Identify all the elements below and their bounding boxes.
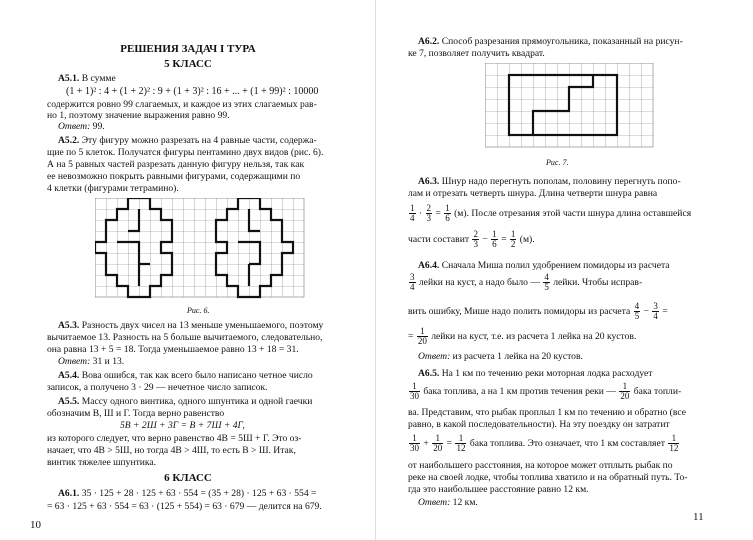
a55-formula: 5В + 2Ш + 3Г = В + 7Ш + 4Г, — [120, 420, 245, 431]
fraction: $\frac{1}{6}$ — [492, 229, 497, 250]
a55-line2: обозначим В, Ш и Г. Тогда верно равенство — [47, 408, 225, 419]
fraction: $\frac{3}{4}$ — [410, 272, 415, 293]
a64-text1: Сначала Миша полил удобрением помидоры из расчета — [439, 260, 670, 271]
left-page — [0, 0, 376, 540]
a65-line8: гда это наибольшее расстояние равно 12 км. — [408, 484, 589, 495]
a54-label: А5.4. — [58, 370, 80, 381]
a63-line1 — [418, 176, 681, 188]
a52-line1 — [58, 135, 317, 147]
a65-label: А6.5. — [418, 368, 440, 379]
figure-6-pentomino-grid — [95, 198, 307, 308]
answer-value: 99. — [90, 121, 105, 132]
a65-line1 — [418, 368, 652, 380]
a55-line1 — [58, 396, 312, 408]
a64-line4: = $\frac{1}{20}$ лейки на куст, т.е. из расчета 1 лейка на 20 кустов. — [408, 326, 637, 347]
a61-label: А6.1. — [58, 488, 80, 499]
a53-answer — [58, 356, 124, 368]
a65-text1: На 1 км по течению реки моторная лодка расходует — [439, 368, 653, 379]
a51-formula: (1 + 1)² : 4 + (1 + 2)² : 9 + (1 + 3)² : 16 + ... + (1 + 99)² : 10000 — [66, 86, 319, 97]
answer-value: из расчета 1 лейка на 20 кустов. — [450, 351, 583, 362]
a65-answer — [418, 497, 478, 509]
fraction: $\frac{1}{20}$ — [620, 381, 630, 402]
a61-line2: = 63 · 125 + 63 · 554 = 63 · (125 + 554) = 63 · 679 — делится на 679. — [47, 501, 322, 512]
a53-label: А5.3. — [58, 320, 80, 331]
a52-line2: щие по 5 клеток. Получатся фигуры пентамино двух видов (рис. 6). — [47, 147, 324, 158]
a63-text1: Шнур надо перегнуть пополам, половину перегнуть попо- — [439, 176, 681, 187]
page-number-left: 10 — [30, 519, 41, 531]
a64-label: А6.4. — [418, 260, 440, 271]
fraction: $\frac{1}{12}$ — [669, 433, 679, 454]
a61-line1 — [58, 488, 316, 500]
a53-line1 — [58, 320, 323, 332]
answer-value: 31 и 13. — [90, 356, 125, 367]
a53-line2: вычитаемое 13. Разность на 5 больше вычитаемого, следовательно, — [47, 332, 323, 343]
a65-line3: ва. Представим, что рыбак проплыл 1 км по течению и обратно (все — [408, 407, 686, 418]
fraction: $\frac{1}{20}$ — [417, 326, 427, 347]
a64-line1 — [418, 260, 670, 272]
a64-line2: $\frac{3}{4}$ лейки на куст, а надо было — $\frac{4}{5}$ лейки. Чтобы исправ- — [410, 272, 643, 293]
a65-line6: от наибольшего расстояния, на которое может отплыть рыбак по — [408, 460, 673, 471]
fraction: $\frac{1}{4}$ — [410, 203, 415, 224]
a52-line5: 4 клетки (фигурами тетрамино). — [47, 183, 179, 194]
a62-line1 — [418, 36, 683, 48]
a62-text1: Способ разрезания прямоугольника, показанный на рисун- — [439, 36, 683, 47]
answer-label: Ответ: — [418, 351, 451, 362]
a65-line7: реке на своей лодке, чтобы топлива хватило и на обратный путь. То- — [408, 472, 688, 483]
section-title: РЕШЕНИЯ ЗАДАЧ I ТУРА — [120, 43, 256, 55]
fraction: $\frac{1}{30}$ — [410, 433, 419, 454]
fraction: $\frac{4}{5}$ — [634, 301, 640, 322]
a63-label: А6.3. — [418, 176, 440, 187]
a63-line3: $\frac{1}{4}$ · $\frac{2}{3}$ = $\frac{1}{6}$ (м). После отрезания этой части шнура длина оставшейся — [410, 203, 692, 224]
figure-7-caption: Рис. 7. — [546, 158, 569, 167]
a52-line4: ее невозможно покрыть равными фигурами, содержащими по — [47, 171, 301, 182]
a51-line3: но 1, поэтому значение выражения равно 99. — [47, 110, 230, 121]
a55-line4: начает, что 4В > 5Ш, но тогда 4В > 4Ш, то есть В > Ш. Итак, — [47, 445, 296, 456]
a51-line1 — [58, 73, 116, 85]
a61-text1: 35 · 125 + 28 · 125 + 63 · 554 = (35 + 28) · 125 + 63 · 554 = — [79, 488, 317, 499]
class6-heading: 6 КЛАСС — [164, 472, 212, 484]
answer-label: Ответ: — [58, 356, 91, 367]
a64-line3: вить ошибку, Мише надо полить помидоры из расчета $\frac{4}{5}$ − $\frac{3}{4}$ = — [408, 301, 668, 322]
a62-label: А6.2. — [418, 36, 440, 47]
a53-text1: Разность двух чисел на 13 меньше уменьшаемого, поэтому — [79, 320, 324, 331]
a52-text1: Эту фигуру можно разрезать на 4 равные части, содержа- — [79, 135, 317, 146]
a55-label: А5.5. — [58, 396, 80, 407]
a51-answer — [58, 121, 105, 133]
a63-line2: лам и отрезать четверть шнура. Длина четверти шнура равна — [408, 188, 658, 199]
a54-line2: записок, а получено 3 · 29 — нечетное число записок. — [47, 382, 268, 393]
answer-value: 12 км. — [450, 497, 478, 508]
fraction: $\frac{2}{3}$ — [426, 203, 431, 224]
a55-line5: винтик тяжелее шпунтика. — [47, 457, 157, 468]
a51-text1: В сумме — [79, 73, 116, 84]
a52-label: А5.2. — [58, 135, 80, 146]
a63-line4: части составит $\frac{2}{3}$ − $\frac{1}{6}$ = $\frac{1}{2}$ (м). — [408, 229, 535, 250]
fraction: $\frac{4}{5}$ — [544, 272, 549, 293]
a55-text1: Массу одного винтика, одного шпунтика и одной гаечки — [79, 396, 313, 407]
page-number-right: 11 — [693, 511, 704, 523]
answer-label: Ответ: — [58, 121, 91, 132]
a53-line3: она равна 13 + 5 = 18. Тогда уменьшаемое равно 13 + 18 = 31. — [47, 344, 299, 355]
fraction: $\frac{2}{3}$ — [473, 229, 478, 250]
figure-6-caption: Рис. 6. — [187, 306, 210, 315]
answer-label: Ответ: — [418, 497, 451, 508]
fraction: $\frac{1}{12}$ — [456, 433, 466, 454]
a51-line2: содержится ровно 99 слагаемых, и каждое из этих слагаемых рав- — [47, 99, 317, 110]
a64-answer — [418, 351, 583, 363]
fraction: $\frac{1}{6}$ — [445, 203, 450, 224]
fraction: $\frac{1}{30}$ — [410, 381, 419, 402]
right-page — [376, 0, 753, 540]
a51-label: А5.1. — [58, 73, 80, 84]
a54-line1 — [58, 370, 313, 382]
a65-line5: $\frac{1}{30}$ + $\frac{1}{20}$ = $\frac{1}{12}$ бака топлива. Это означает, что 1 км составляет $\frac{1}{12}$ — [410, 433, 679, 454]
a55-line3: из которого следует, что верно равенство 4В = 5Ш + Г. Это оз- — [47, 433, 302, 444]
a54-text1: Вова ошибся, так как всего было написано четное число — [79, 370, 313, 381]
class5-heading: 5 КЛАСС — [164, 58, 212, 70]
figure-7-rectangle-cut — [485, 63, 660, 151]
a52-line3: А на 5 равных частей разрезать данную фигуру нельзя, так как — [47, 159, 305, 170]
fraction: $\frac{1}{20}$ — [433, 433, 443, 454]
fraction: $\frac{3}{4}$ — [653, 301, 658, 322]
a62-line2: ке 7, позволяет получить квадрат. — [408, 48, 545, 59]
a65-line2: $\frac{1}{30}$ бака топлива, а на 1 км против течения реки — $\frac{1}{20}$ бака топли- — [410, 381, 682, 402]
a65-line4: равно, в какой последовательности). На эту поездку он затратит — [408, 419, 670, 430]
fraction: $\frac{1}{2}$ — [510, 229, 516, 250]
